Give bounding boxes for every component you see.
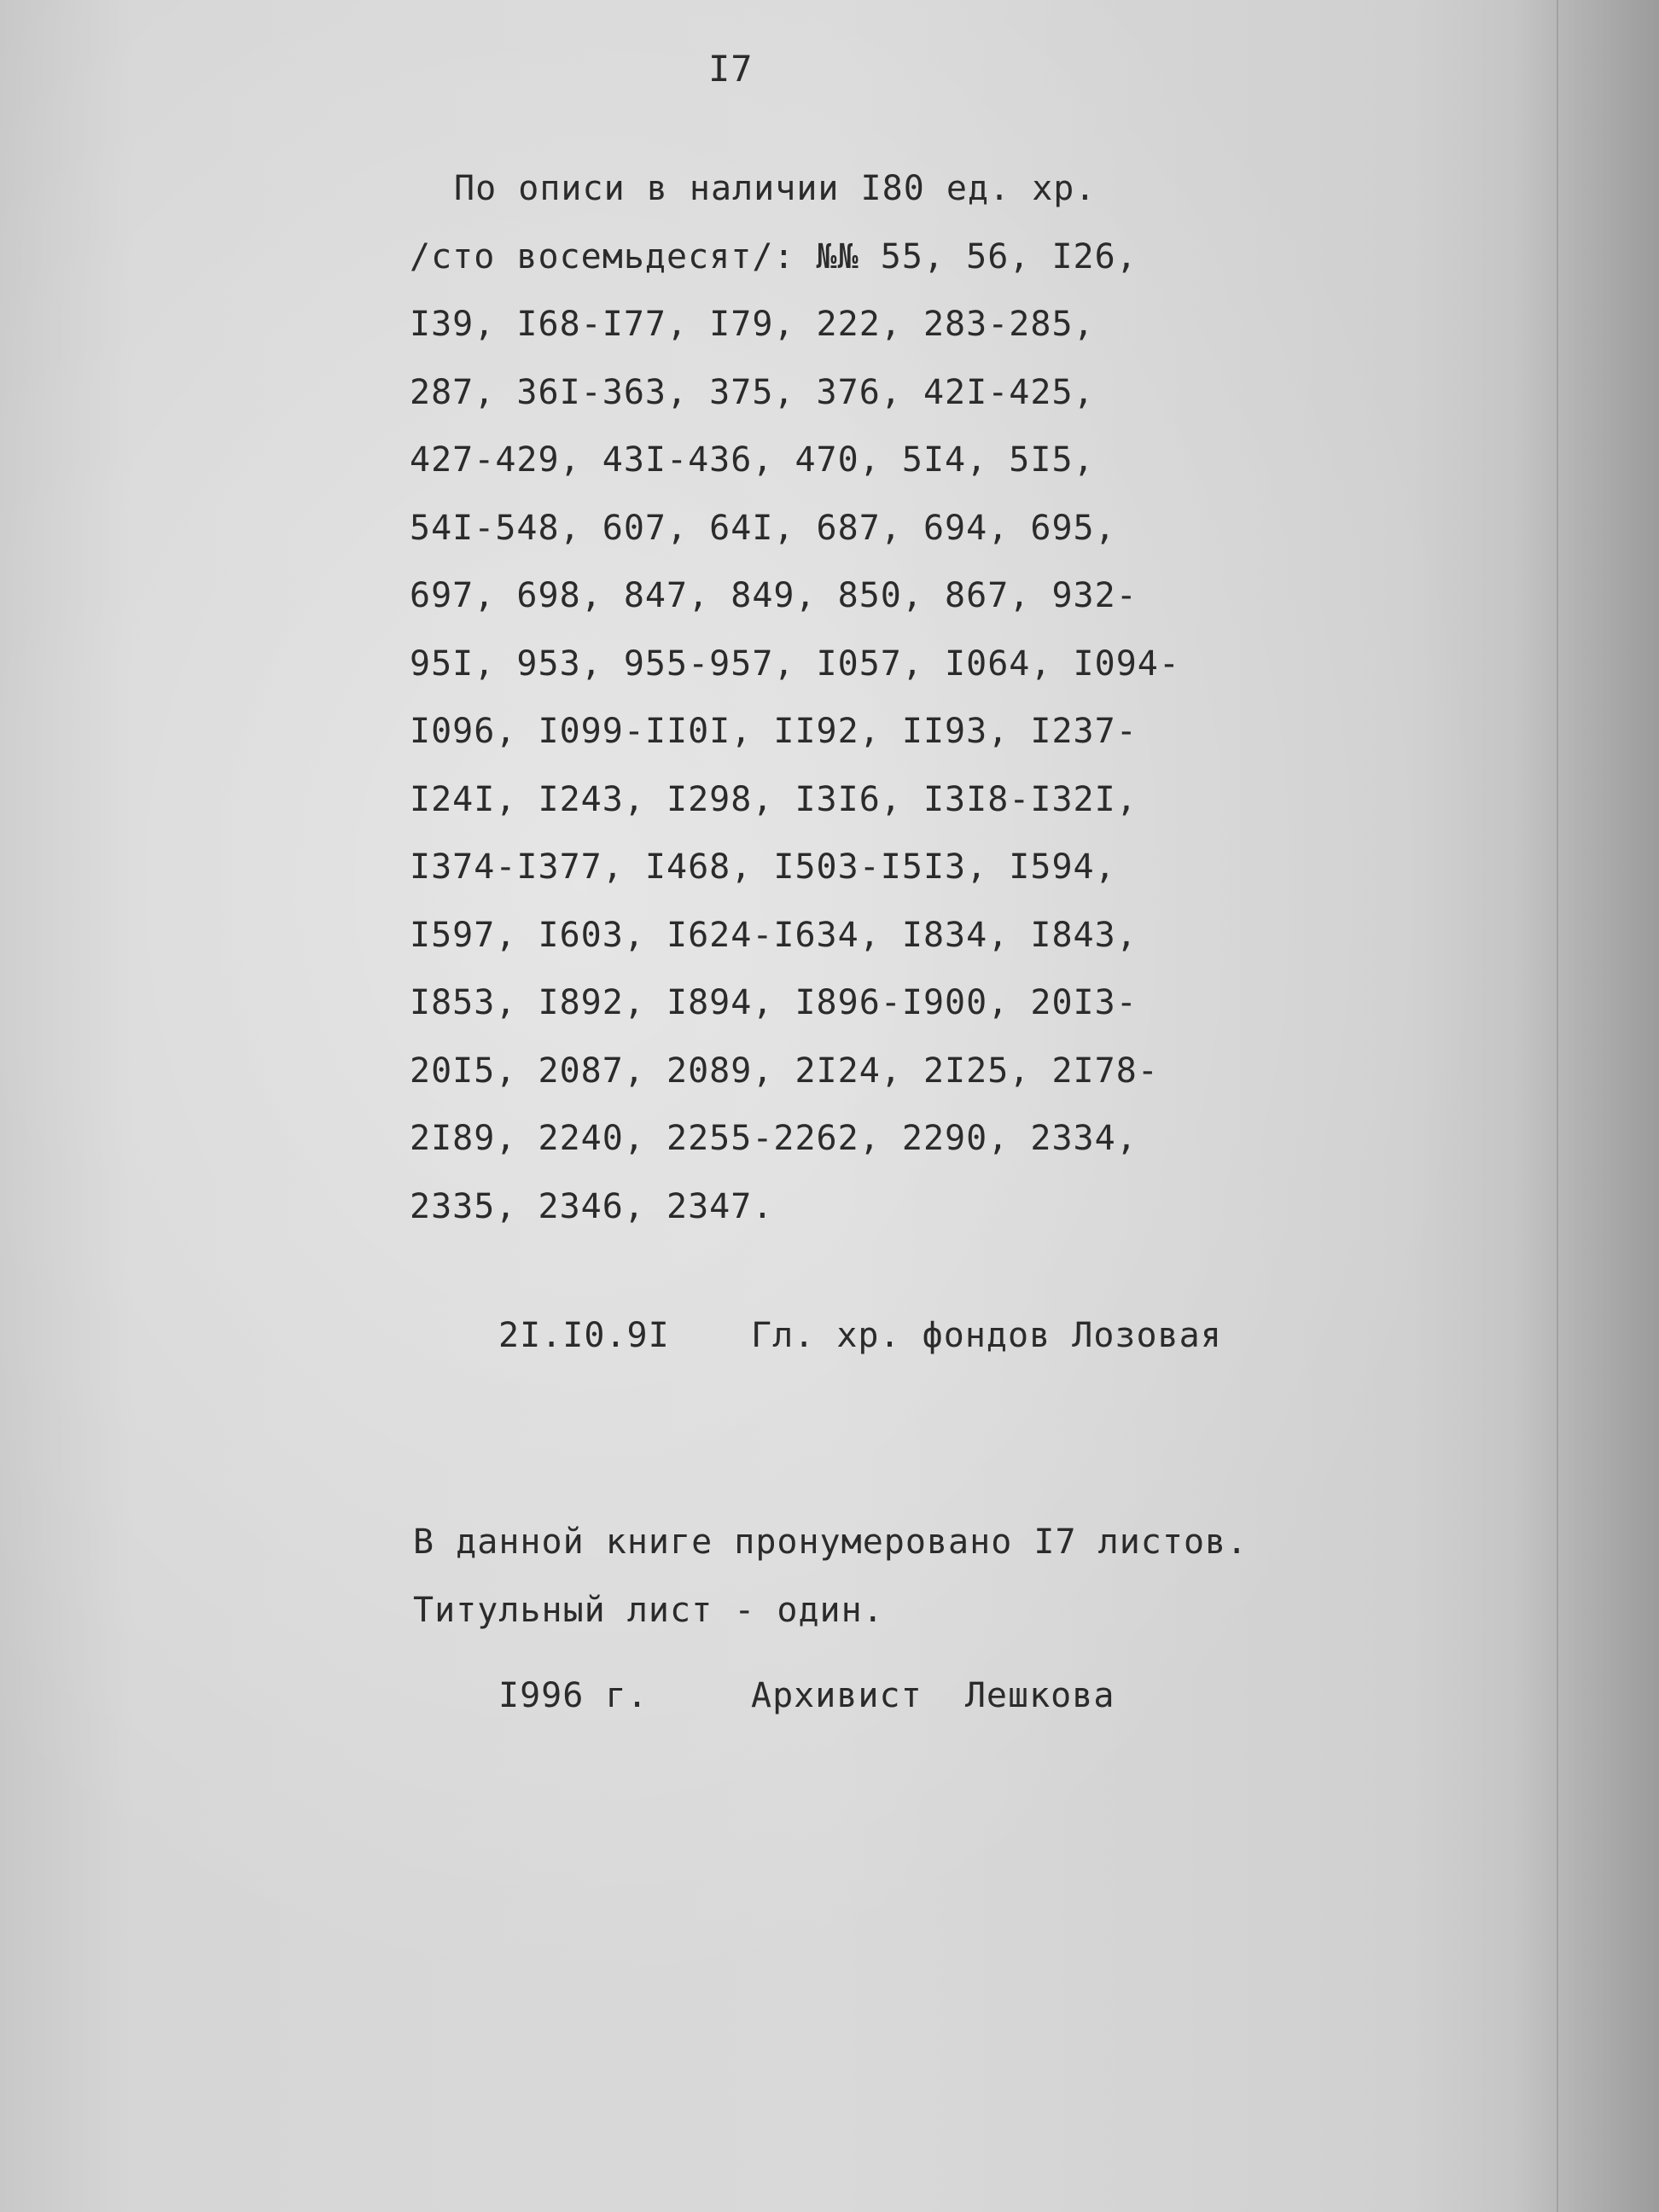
inventory-line: I39, I68-I77, I79, 222, 283-285, [410,305,1095,344]
inventory-line: 2I89, 2240, 2255-2262, 2290, 2334, [410,1119,1138,1158]
page-edge-shadow [1514,0,1659,2212]
inventory-line: 95I, 953, 955-957, I057, I064, I094- [410,643,1180,684]
inventory-line: I24I, I243, I298, I3I6, I3I8-I32I, [410,779,1138,819]
inventory-line: 2335, 2346, 2347. [410,1186,774,1226]
page-edge-line [1557,0,1558,2212]
inventory-line: 54I-548, 607, 64I, 687, 694, 695, [410,508,1116,548]
inventory-line: I853, I892, I894, I896-I900, 20I3- [410,983,1138,1022]
signature-date: 2I.I0.9I [498,1316,670,1355]
inventory-line: 427-429, 43I-436, 470, 5I4, 5I5, [410,440,1095,480]
page-number: I7 [708,48,754,90]
archivist-role-name: Архивист Лешкова [751,1676,1115,1715]
inventory-line: 697, 698, 847, 849, 850, 867, 932- [410,576,1138,615]
inventory-line: I096, I099-II0I, II92, II93, I237- [410,712,1138,751]
inventory-line: /сто восемьдесят/: №№ 55, 56, I26, [410,236,1138,276]
inventory-text-block [410,155,1263,1241]
inventory-line: 20I5, 2087, 2089, 2I24, 2I25, 2I78- [410,1051,1159,1091]
note-line: В данной книге пронумеровано I7 листов. [413,1522,1249,1562]
inventory-line: I597, I603, I624-I634, I834, I843, [410,915,1138,955]
inventory-line: По описи в наличии I80 ед. хр. [454,169,1097,208]
signature-role-name: Гл. хр. фондов Лозовая [751,1316,1222,1355]
archivist-year: I996 г. [498,1676,649,1715]
inventory-line: I374-I377, I468, I503-I5I3, I594, [410,847,1116,887]
note-line: Титульный лист - один. [413,1591,884,1630]
inventory-line: 287, 36I-363, 375, 376, 42I-425, [410,372,1095,412]
